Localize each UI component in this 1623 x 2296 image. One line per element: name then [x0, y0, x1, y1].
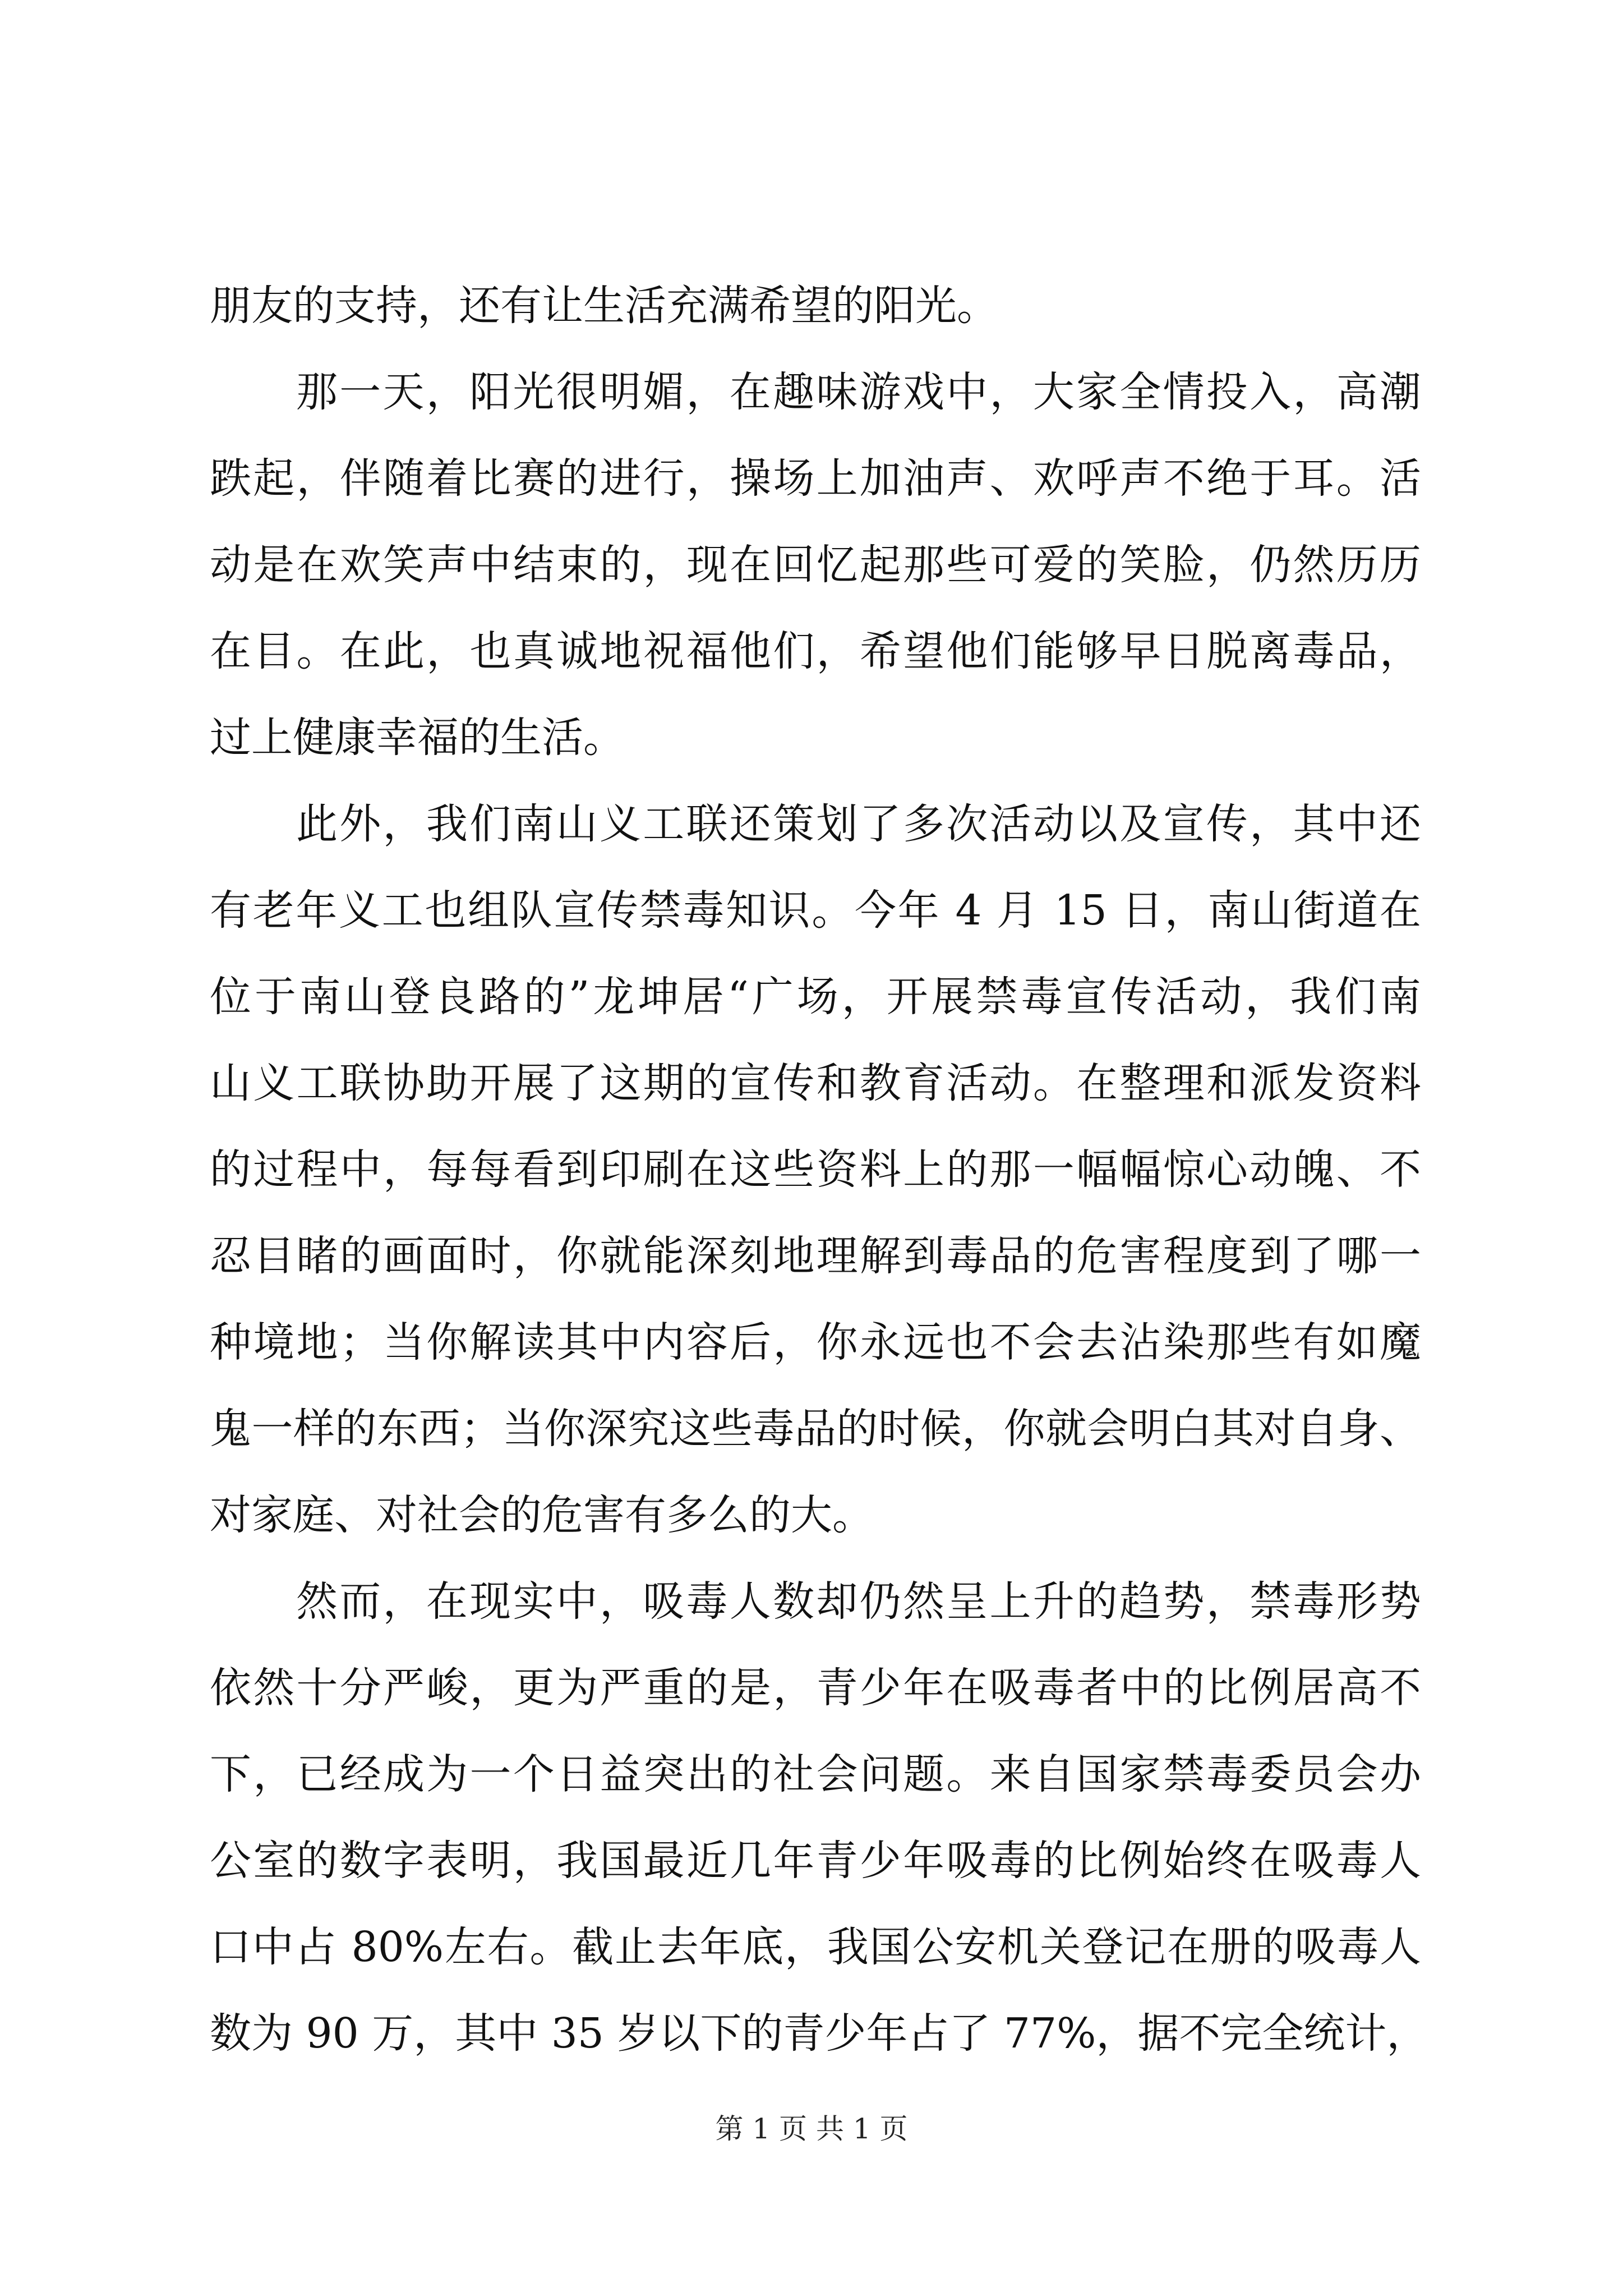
text-line: 忍目睹的画面时，你就能深刻地理解到毒品的危害程度到了哪一: [210, 1232, 1421, 1280]
text-line: 有老年义工也组队宣传禁毒知识。今年 4 月 15 日，南山街道在: [210, 886, 1421, 935]
text-line: 此外，我们南山义工联还策划了多次活动以及宣传，其中还: [296, 800, 1421, 848]
text-line: 跌起，伴随着比赛的进行，操场上加油声、欢呼声不绝于耳。活: [210, 454, 1421, 503]
text-line: 过上健康幸福的生活。: [210, 714, 625, 762]
text-line: 动是在欢笑声中结束的，现在回忆起那些可爱的笑脸，仍然历历: [210, 541, 1421, 589]
text-line: 公室的数字表明，我国最近几年青少年吸毒的比例始终在吸毒人: [210, 1837, 1421, 1885]
text-line: 然而，在现实中，吸毒人数却仍然呈上升的趋势，禁毒形势: [296, 1577, 1421, 1626]
page-footer: 第 1 页 共 1 页: [715, 2113, 908, 2145]
text-line: 数为 90 万，其中 35 岁以下的青少年占了 77%，据不完全统计，: [210, 2009, 1428, 2058]
text-line: 朋友的支持，还有让生活充满希望的阳光。: [210, 282, 998, 330]
text-line: 鬼一样的东西；当你深究这些毒品的时候，你就会明白其对自身、: [210, 1405, 1421, 1453]
text-line: 山义工联协助开展了这期的宣传和教育活动。在整理和派发资料: [210, 1059, 1421, 1107]
document-body: [210, 263, 1428, 2077]
text-line: 下，已经成为一个日益突出的社会问题。来自国家禁毒委员会办: [210, 1750, 1421, 1798]
text-line: 在目。在此，也真诚地祝福他们，希望他们能够早日脱离毒品，: [210, 627, 1421, 675]
text-line: 口中占 80%左右。截止去年底，我国公安机关登记在册的吸毒人: [210, 1923, 1421, 1971]
text-line: 对家庭、对社会的危害有多么的大。: [210, 1491, 874, 1539]
text-line: 的过程中，每每看到印刷在这些资料上的那一幅幅惊心动魄、不: [210, 1145, 1421, 1194]
text-line: 依然十分严峻，更为严重的是，青少年在吸毒者中的比例居高不: [210, 1664, 1421, 1712]
text-line: 种境地；当你解读其中内容后，你永远也不会去沾染那些有如魔: [210, 1318, 1421, 1366]
text-line: 那一天，阳光很明媚，在趣味游戏中，大家全情投入，高潮: [296, 368, 1421, 416]
text-line: 位于南山登良路的”龙坤居“广场，开展禁毒宣传活动，我们南: [210, 973, 1421, 1021]
